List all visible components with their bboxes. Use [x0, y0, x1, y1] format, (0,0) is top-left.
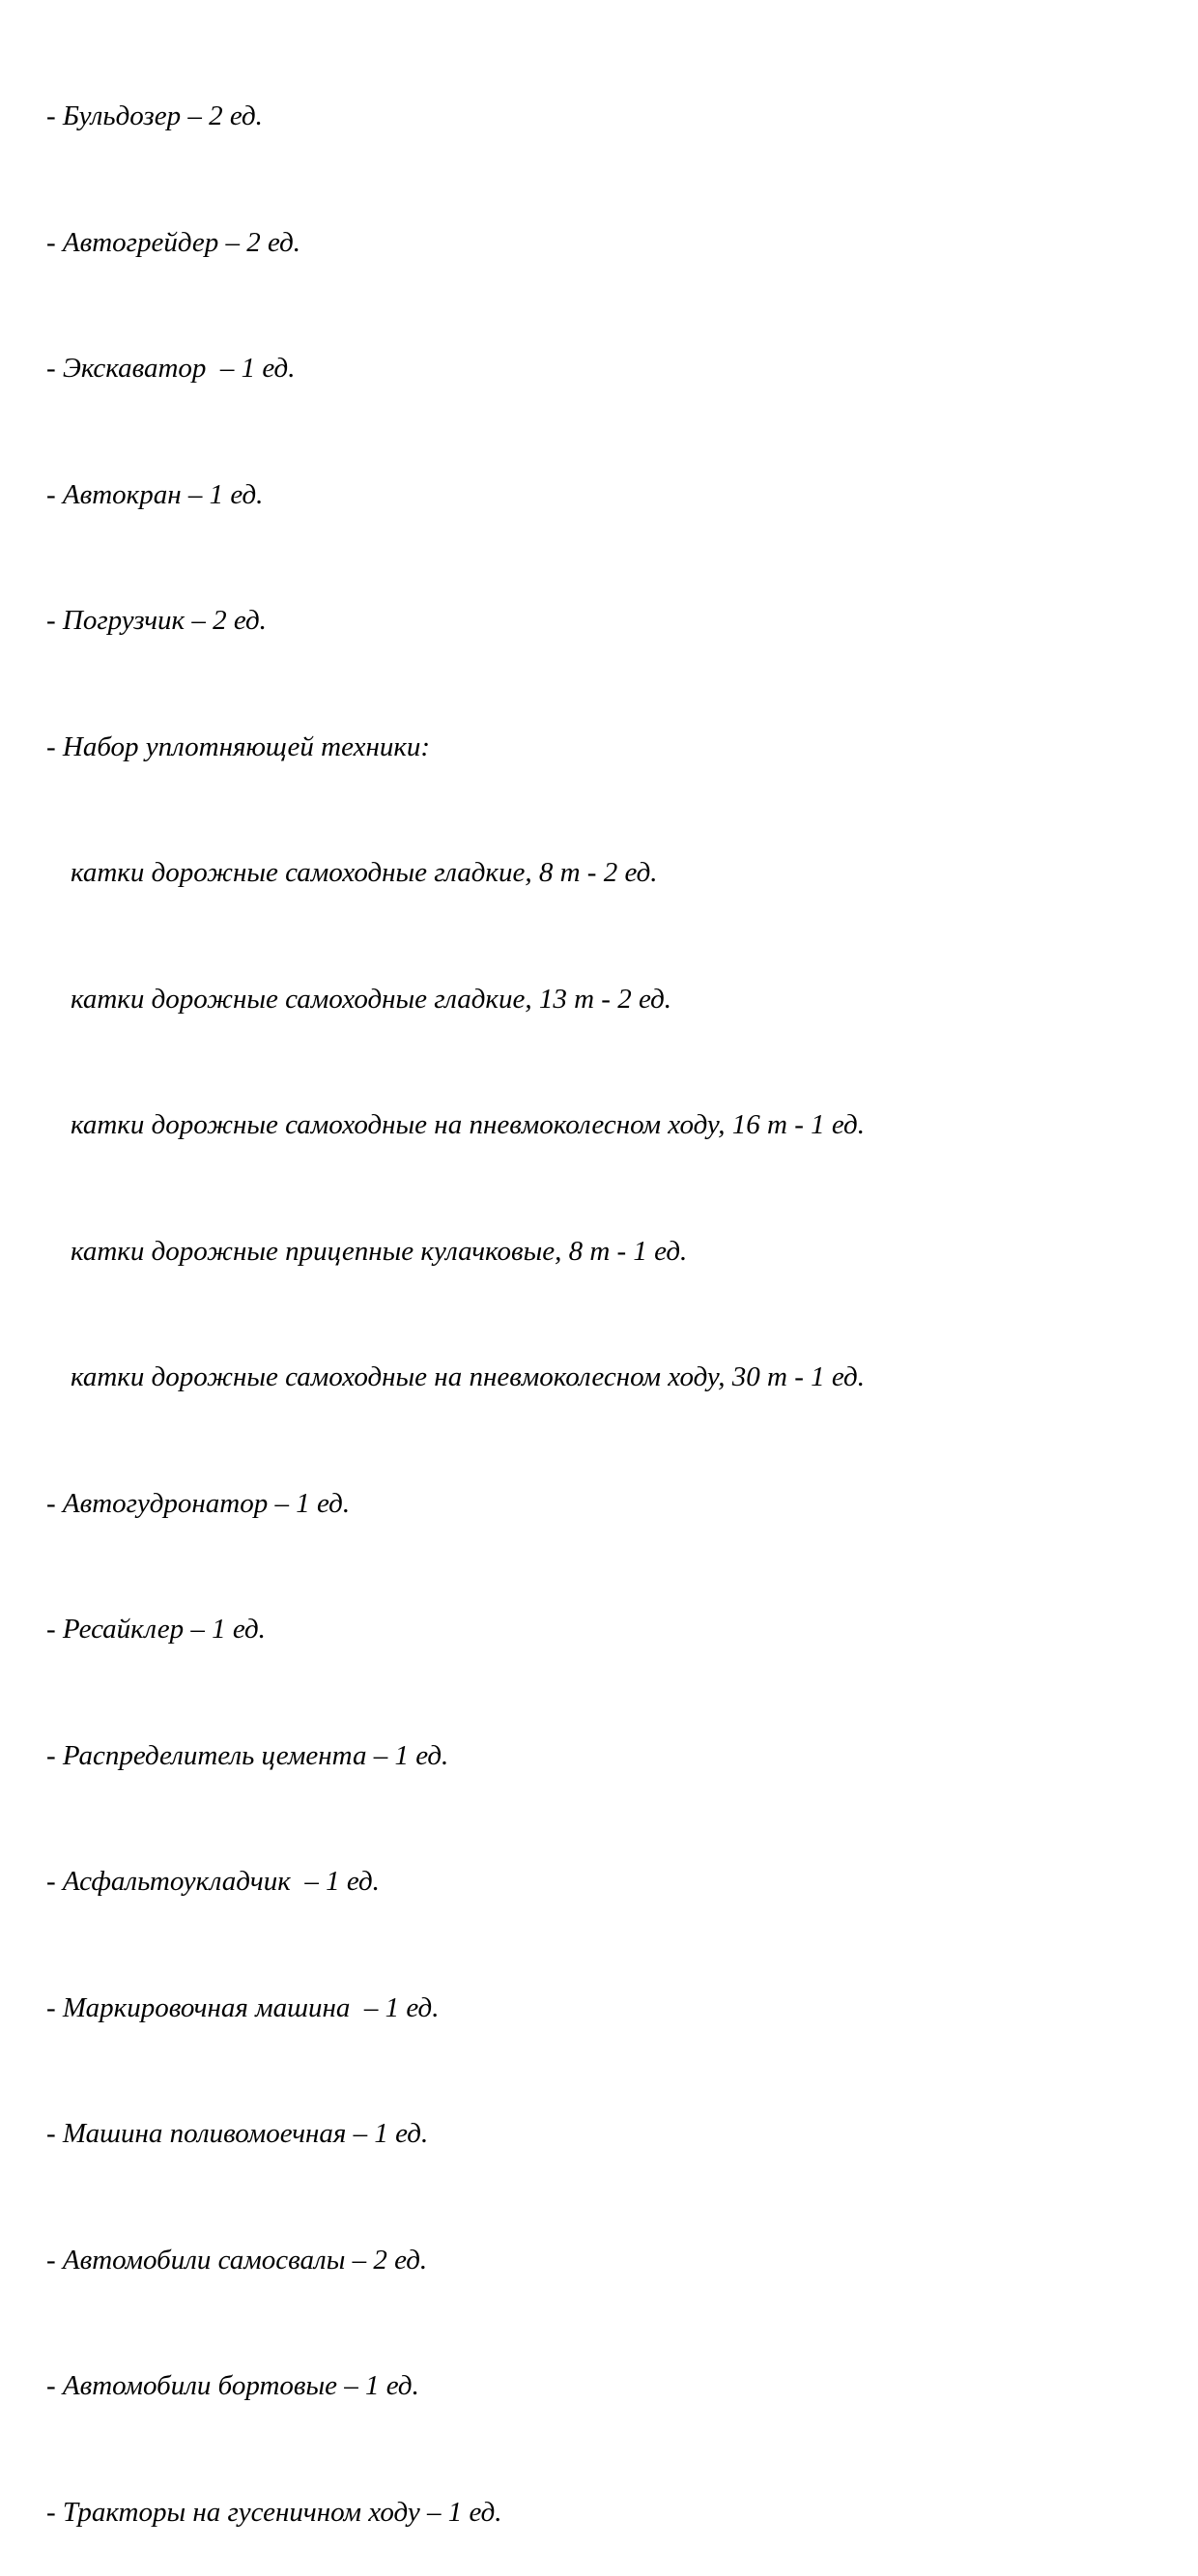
list-item: - Экскаватор – 1 ед.: [46, 353, 296, 384]
list-item: - Погрузчик – 2 ед.: [46, 605, 267, 636]
list-item: - Автомобили самосвалы – 2 ед.: [46, 2244, 428, 2275]
list-item: - Маркировочная машина – 1 ед.: [46, 1991, 440, 2023]
list-item: - Автомобили бортовые – 1 ед.: [46, 2370, 419, 2401]
sub-list-item: катки дорожные самоходные на пневмоколесном ходу, 30 т - 1 ед.: [71, 1361, 865, 1392]
list-item: - Тракторы на гусеничном ходу – 1 ед.: [46, 2496, 502, 2528]
list-item: - Автокран – 1 ед.: [46, 478, 264, 510]
list-item-compaction-header: - Набор уплотняющей техники:: [46, 730, 431, 762]
list-item: - Ресайклер – 1 ед.: [46, 1614, 266, 1645]
sub-list-item: катки дорожные самоходные на пневмоколесном ходу, 16 т - 1 ед.: [71, 1109, 865, 1140]
list-item: - Машина поливомоечная – 1 ед.: [46, 2118, 429, 2149]
equipment-list: [46, 12, 1186, 2576]
sub-list-item: катки дорожные самоходные гладкие, 13 т - 2 ед.: [71, 983, 672, 1015]
list-item: - Асфальтоукладчик – 1 ед.: [46, 1866, 380, 1897]
sub-list-item: катки дорожные прицепные кулачковые, 8 т - 1 ед.: [71, 1235, 688, 1267]
sub-list-item: катки дорожные самоходные гладкие, 8 т - 2 ед.: [71, 857, 658, 888]
list-item: - Распределитель цемента – 1 ед.: [46, 1739, 449, 1771]
list-item: - Автогудронатор – 1 ед.: [46, 1487, 351, 1519]
list-item: - Автогрейдер – 2 ед.: [46, 226, 301, 258]
list-item: - Бульдозер – 2 ед.: [46, 100, 263, 131]
